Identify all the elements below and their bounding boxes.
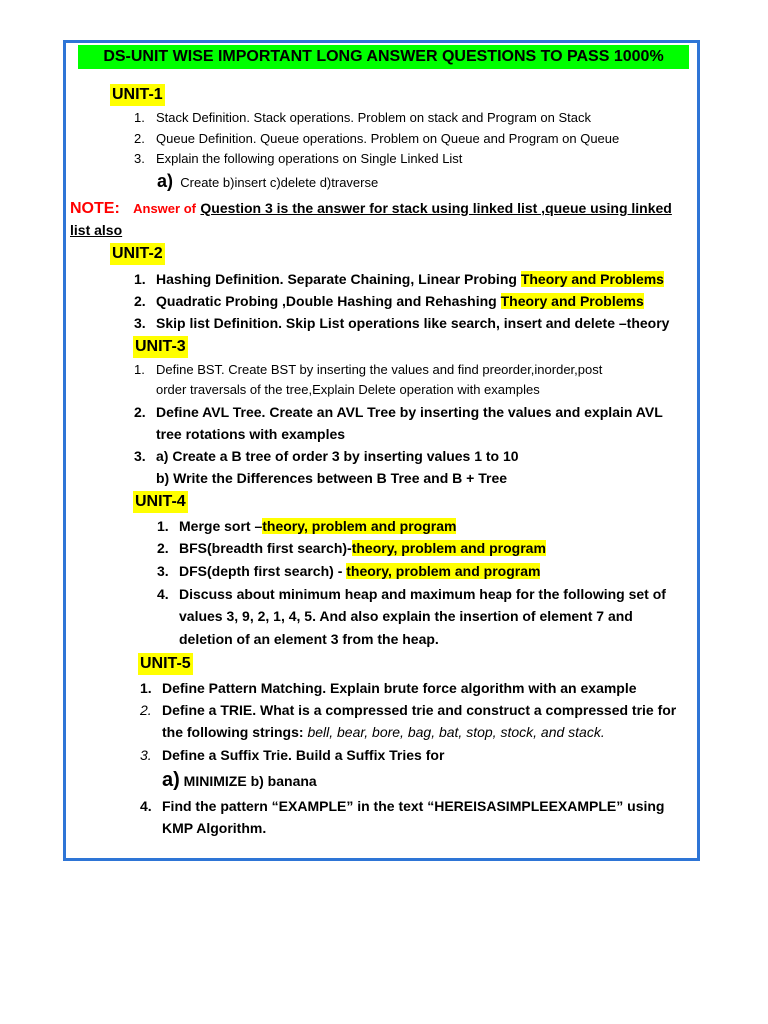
unit-5-heading: UNIT-5	[138, 653, 193, 675]
unit-4-question-1: 1. Merge sort –theory, problem and program	[157, 518, 457, 534]
unit-5-question-4-line-1: 4. Find the pattern “EXAMPLE” in the text “HEREISASIMPLEEXAMPLE” using	[140, 798, 665, 814]
unit-3-question-1-line-1: 1. Define BST. Create BST by inserting the values and find preorder,inorder,post	[134, 362, 603, 377]
unit-5-question-1: 1. Define Pattern Matching. Explain brute force algorithm with an example	[140, 680, 637, 696]
unit-1-question-3a: a) Create b)insert c)delete d)traverse	[157, 171, 379, 191]
unit-2-heading: UNIT-2	[110, 243, 165, 265]
unit-5-question-3a: a) MINIMIZE b) banana	[162, 769, 317, 791]
unit-3-question-3b: b) Write the Differences between B Tree and B + Tree	[156, 470, 508, 486]
unit-3-question-2-line-2: tree rotations with examples	[156, 426, 346, 442]
unit-2-question-1: 1. Hashing Definition. Separate Chaining, Linear Probing Theory and Problems	[134, 271, 664, 287]
unit-5-question-2-line-1: 2. Define a TRIE. What is a compressed trie and construct a compressed trie for	[140, 702, 677, 718]
unit-3-question-2-line-1: 2. Define AVL Tree. Create an AVL Tree by inserting the values and explain AVL	[134, 404, 663, 420]
unit-4-heading: UNIT-4	[133, 491, 188, 513]
unit-1-question-2: 2. Queue Definition. Queue operations. Problem on Queue and Program on Queue	[134, 131, 620, 146]
unit-4-question-4-line-2: values 3, 9, 2, 1, 4, 5. And also explain the insertion of element 7 and	[179, 608, 633, 624]
unit-3-question-1-line-2: order traversals of the tree,Explain Delete operation with examples	[156, 382, 540, 397]
unit-5-question-4-line-2: KMP Algorithm.	[162, 820, 267, 836]
note-line-2: list also	[70, 222, 123, 238]
unit-1-heading: UNIT-1	[110, 84, 165, 106]
unit-4-question-3: 3. DFS(depth first search) - theory, problem and program	[157, 563, 541, 579]
page-title: DS-UNIT WISE IMPORTANT LONG ANSWER QUESTIONS TO PASS 1000%	[78, 45, 689, 69]
unit-5-question-2-line-2: the following strings: bell, bear, bore, bag, bat, stop, stock, and stack.	[162, 724, 605, 740]
unit-1-question-1: 1. Stack Definition. Stack operations. Problem on stack and Program on Stack	[134, 110, 591, 125]
unit-4-question-4-line-3: deletion of an element 3 from the heap.	[179, 631, 439, 647]
unit-2-question-2: 2. Quadratic Probing ,Double Hashing and Rehashing Theory and Problems	[134, 293, 644, 309]
note-line-1: NOTE: Answer of Question 3 is the answer for stack using linked list ,queue using linked	[70, 200, 672, 217]
unit-1-question-3: 3. Explain the following operations on Single Linked List	[134, 151, 463, 166]
unit-4-question-4-line-1: 4. Discuss about minimum heap and maximum heap for the following set of	[157, 586, 666, 602]
unit-5-question-3: 3. Define a Suffix Trie. Build a Suffix Tries for	[140, 747, 445, 763]
unit-4-question-2: 2. BFS(breadth first search)-theory, problem and program	[157, 540, 546, 556]
unit-3-heading: UNIT-3	[133, 336, 188, 358]
unit-2-question-3: 3. Skip list Definition. Skip List operations like search, insert and delete –theory	[134, 315, 670, 331]
unit-3-question-3a: 3. a) Create a B tree of order 3 by inserting values 1 to 10	[134, 448, 519, 464]
